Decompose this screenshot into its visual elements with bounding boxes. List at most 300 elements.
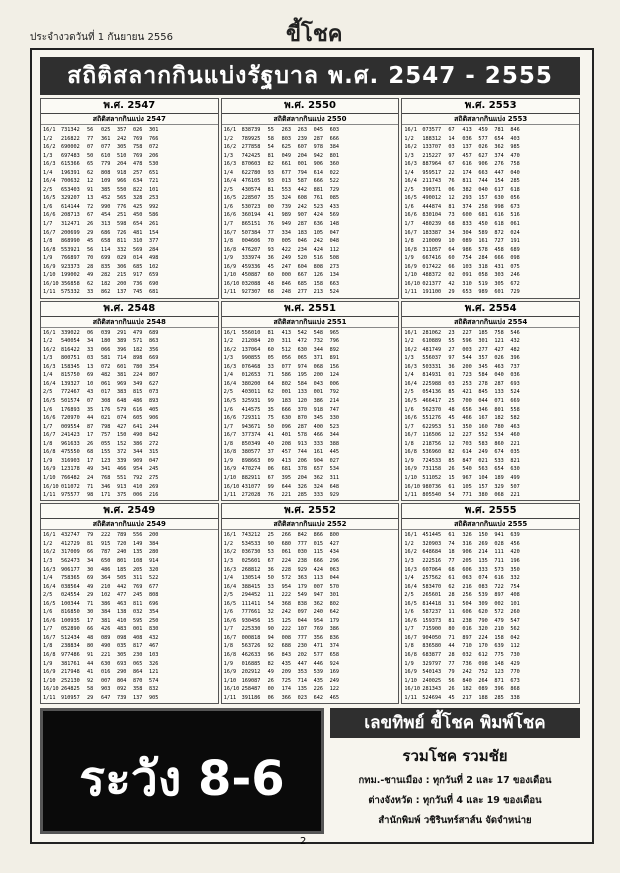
three-digit: 383 <box>117 389 127 396</box>
two-digit: 92 <box>87 677 94 684</box>
two-digit: 29 <box>448 289 455 296</box>
two-digit: 50 <box>267 423 274 430</box>
three-digit: 720 <box>117 540 127 547</box>
three-digit: 029 <box>117 255 127 262</box>
result-row <box>224 702 397 704</box>
draw-date: 16/4 <box>223 178 237 185</box>
first-prize: 258487 <box>241 686 261 693</box>
two-digit: 26 <box>87 221 94 228</box>
first-prize: 225330 <box>241 626 261 633</box>
three-digit: 779 <box>101 161 111 168</box>
result-row <box>224 135 397 144</box>
two-digit: 81 <box>267 329 274 336</box>
result-row <box>43 297 216 299</box>
draw-date: 2/5 <box>223 592 234 599</box>
three-digit: 098 <box>510 255 520 262</box>
draw-date: 16/2 <box>404 549 417 556</box>
draw-date: 16/10 <box>223 483 240 490</box>
draw-date: 1/7 <box>43 626 53 633</box>
three-digit: 737 <box>510 363 520 370</box>
three-digit: 003 <box>462 346 472 353</box>
result-row <box>404 608 577 617</box>
draw-results-list <box>41 328 218 502</box>
three-digit: 871 <box>494 677 504 684</box>
first-prize: 683877 <box>422 651 442 658</box>
two-digit: 26 <box>267 677 274 684</box>
two-digit: 71 <box>448 634 455 641</box>
three-digit: 249 <box>281 255 292 262</box>
three-digit: 472 <box>297 338 308 345</box>
three-digit: 158 <box>313 280 324 287</box>
three-digit: 577 <box>313 651 324 658</box>
result-row <box>404 548 577 557</box>
three-digit: 171 <box>101 492 111 499</box>
three-digit <box>117 702 133 704</box>
three-digit: 133 <box>297 389 308 396</box>
year-heading: พ.ศ. 2550 <box>222 99 399 114</box>
first-prize: 011072 <box>61 483 80 490</box>
three-digit: 463 <box>510 423 520 430</box>
three-digit: 036 <box>462 135 472 142</box>
two-digit: 81 <box>448 617 455 624</box>
result-row <box>43 329 216 338</box>
three-digit <box>149 297 165 299</box>
first-prize: 333974 <box>241 255 261 262</box>
result-row <box>43 685 216 694</box>
draw-date: 1/11 <box>404 492 417 499</box>
two-digit: 33 <box>87 346 94 353</box>
result-row <box>43 337 216 346</box>
three-digit: 200 <box>117 280 127 287</box>
three-digit: 721 <box>149 178 159 185</box>
three-digit: 422 <box>281 246 292 253</box>
result-row <box>43 702 216 704</box>
three-digit: 098 <box>117 634 127 641</box>
year-subtitle: สถิติสลากกินแบ่ง 2554 <box>402 317 579 328</box>
two-digit: 81 <box>87 540 94 547</box>
draw-date: 16/1 <box>43 532 56 539</box>
draw-date: 16/2 <box>223 346 237 353</box>
year-panel <box>40 98 219 299</box>
three-digit <box>462 297 478 299</box>
result-row <box>43 371 216 380</box>
three-digit: 328 <box>133 195 143 202</box>
three-digit: 435 <box>313 677 324 684</box>
three-digit: 310 <box>462 280 472 287</box>
first-prize: 475550 <box>61 449 80 456</box>
result-row <box>43 440 216 449</box>
three-digit: 523 <box>313 203 324 210</box>
three-digit: 309 <box>478 600 488 607</box>
first-prize: 882911 <box>241 474 261 481</box>
three-digit: 540 <box>462 466 472 473</box>
three-digit: 838 <box>297 600 308 607</box>
three-digit: 802 <box>281 380 292 387</box>
draw-date: 16/3 <box>43 363 56 370</box>
first-prize: 789925 <box>241 135 261 142</box>
result-row <box>43 346 216 355</box>
two-digit: 62 <box>448 583 455 590</box>
result-row <box>224 237 397 246</box>
first-prize: 329207 <box>61 195 80 202</box>
result-row <box>224 574 397 583</box>
draw-date: 2/5 <box>43 389 53 396</box>
three-digit: 605 <box>133 415 143 422</box>
three-digit: 213 <box>313 289 324 296</box>
result-row <box>43 229 216 238</box>
three-digit: 111 <box>494 549 504 556</box>
three-digit: 221 <box>510 492 520 499</box>
three-digit: 001 <box>281 389 292 396</box>
three-digit: 304 <box>462 229 472 236</box>
three-digit: 071 <box>494 398 504 405</box>
two-digit: 01 <box>448 372 455 379</box>
draw-date: 1/10 <box>43 474 56 481</box>
three-digit: 047 <box>329 229 340 236</box>
draw-date <box>224 297 242 299</box>
three-digit: 914 <box>149 557 159 564</box>
three-digit: 577 <box>478 135 488 142</box>
three-digit: 811 <box>117 238 127 245</box>
result-row <box>404 677 577 686</box>
first-prize: 038564 <box>61 583 80 590</box>
three-digit: 238 <box>297 557 308 564</box>
three-digit: 768 <box>101 474 111 481</box>
result-row <box>224 500 397 502</box>
draw-date: 16/4 <box>43 178 56 185</box>
two-digit: 77 <box>87 135 94 142</box>
three-digit: 673 <box>510 677 520 684</box>
three-digit: 138 <box>117 609 127 616</box>
three-digit: 413 <box>281 329 292 336</box>
three-digit: 008 <box>281 634 292 641</box>
two-digit: 54 <box>448 492 455 499</box>
three-digit: 305 <box>494 280 504 287</box>
three-digit: 722 <box>494 583 504 590</box>
three-digit: 374 <box>494 152 504 159</box>
two-digit: 64 <box>448 246 455 253</box>
two-digit: 22 <box>448 169 455 176</box>
first-prize: 690002 <box>61 144 80 151</box>
three-digit: 318 <box>478 263 488 270</box>
result-row <box>404 440 577 449</box>
three-digit: 200 <box>462 363 472 370</box>
three-digit: 471 <box>313 643 324 650</box>
three-digit: 739 <box>281 203 292 210</box>
two-digit: 94 <box>267 634 274 641</box>
three-digit <box>330 500 346 502</box>
draw-date: 16/8 <box>404 449 417 456</box>
three-digit: 769 <box>133 583 143 590</box>
draw-date: 1/4 <box>43 169 53 176</box>
draw-results-list <box>222 125 399 299</box>
three-digit: 410 <box>117 617 127 624</box>
first-prize: 540054 <box>61 338 80 345</box>
three-digit: 240 <box>117 549 127 556</box>
three-digit: 301 <box>149 127 159 133</box>
draw-date: 16/9 <box>404 466 417 473</box>
first-prize <box>422 297 448 299</box>
warning-box <box>40 708 324 834</box>
three-digit: 745 <box>133 289 143 296</box>
year-heading: พ.ศ. 2551 <box>222 302 399 317</box>
year-heading: พ.ศ. 2548 <box>41 302 218 317</box>
three-digit: 465 <box>329 694 340 701</box>
three-digit: 579 <box>117 406 127 413</box>
three-digit: 183 <box>281 398 292 405</box>
three-digit: 244 <box>149 423 159 430</box>
first-prize: 054136 <box>422 389 442 396</box>
two-digit: 30 <box>87 609 94 616</box>
three-digit: 380 <box>478 492 488 499</box>
three-digit: 290 <box>117 669 127 676</box>
draw-date: 16/1 <box>43 127 56 133</box>
draw-results-list <box>222 328 399 502</box>
three-digit: 604 <box>297 263 308 270</box>
three-digit: 616 <box>494 575 504 582</box>
three-digit: 442 <box>117 583 127 590</box>
lottery-stats-grid <box>40 98 580 704</box>
draw-date: 16/7 <box>43 229 56 236</box>
three-digit: 042 <box>510 634 520 641</box>
three-digit: 055 <box>101 440 111 447</box>
first-prize: 210009 <box>422 238 442 245</box>
three-digit: 714 <box>297 677 308 684</box>
result-row <box>224 229 397 238</box>
draw-date: 16/5 <box>43 398 56 405</box>
three-digit: 663 <box>329 280 340 287</box>
draw-date: 1/7 <box>43 423 53 430</box>
draw-date: 1/11 <box>404 289 417 296</box>
result-row <box>43 625 216 634</box>
result-row <box>404 194 577 203</box>
first-prize: 898663 <box>241 457 261 464</box>
two-digit: 07 <box>87 144 94 151</box>
two-digit: 03 <box>448 380 455 387</box>
first-prize: 380200 <box>241 380 261 387</box>
three-digit: 811 <box>462 178 472 185</box>
three-digit: 345 <box>478 363 488 370</box>
draw-date: 1/11 <box>404 694 417 701</box>
three-digit: 842 <box>297 532 308 539</box>
first-prize: 217948 <box>61 669 80 676</box>
three-digit: 893 <box>149 398 159 405</box>
first-prize: 021377 <box>422 280 442 287</box>
two-digit: 44 <box>448 643 455 650</box>
three-digit: 021 <box>101 415 111 422</box>
result-row <box>43 540 216 549</box>
three-digit: 941 <box>494 532 504 539</box>
first-prize: 906177 <box>61 566 80 573</box>
first-prize: 534533 <box>241 540 261 547</box>
three-digit: 350 <box>510 566 520 573</box>
draw-date: 1/11 <box>223 694 237 701</box>
three-digit <box>494 702 510 704</box>
three-digit: 338 <box>510 694 520 701</box>
three-digit: 860 <box>494 440 504 447</box>
result-row <box>404 491 577 500</box>
three-digit: 466 <box>313 432 324 439</box>
first-prize: 772467 <box>61 389 80 396</box>
three-digit: 870 <box>297 415 308 422</box>
three-digit: 214 <box>478 549 488 556</box>
first-prize: 032088 <box>241 280 261 287</box>
three-digit: 285 <box>494 694 504 701</box>
two-digit: 68 <box>87 449 94 456</box>
three-digit: 046 <box>297 238 308 245</box>
three-digit: 167 <box>478 415 488 422</box>
draw-date <box>404 297 422 299</box>
first-prize: 814931 <box>422 372 442 379</box>
first-prize: 277858 <box>241 144 261 151</box>
three-digit: 353 <box>297 669 308 676</box>
three-digit: 224 <box>133 372 143 379</box>
three-digit: 601 <box>117 363 127 370</box>
two-digit: 49 <box>87 272 94 279</box>
draw-date: 16/2 <box>404 144 417 151</box>
three-digit: 389 <box>117 338 127 345</box>
three-digit: 596 <box>462 338 472 345</box>
three-digit: 906 <box>149 415 159 422</box>
first-prize: 272028 <box>241 492 261 499</box>
three-digit: 556 <box>133 532 143 539</box>
draw-date: 1/6 <box>404 406 414 413</box>
first-prize: 462633 <box>241 651 261 658</box>
three-digit: 757 <box>101 432 111 439</box>
draw-date: 16/6 <box>43 617 56 624</box>
three-digit <box>282 702 298 704</box>
draw-date: 1/10 <box>223 677 237 684</box>
three-digit: 108 <box>133 557 143 564</box>
result-row <box>404 694 577 703</box>
three-digit: 523 <box>329 423 340 430</box>
first-prize: 360194 <box>241 212 261 219</box>
first-prize: 390371 <box>422 186 442 193</box>
draw-date: 1/9 <box>43 660 53 667</box>
three-digit: 639 <box>510 532 520 539</box>
three-digit: 868 <box>510 686 520 693</box>
three-digit: 470 <box>510 152 520 159</box>
two-digit <box>448 500 462 502</box>
three-digit: 666 <box>281 406 292 413</box>
first-prize: 268812 <box>241 566 261 573</box>
year-panel <box>221 503 400 704</box>
three-digit: 182 <box>494 415 504 422</box>
three-digit: 408 <box>510 592 520 599</box>
three-digit: 606 <box>462 609 472 616</box>
result-row <box>224 143 397 152</box>
three-digit: 068 <box>494 492 504 499</box>
first-prize: 431077 <box>241 483 261 490</box>
three-digit: 368 <box>281 600 292 607</box>
result-row <box>224 263 397 272</box>
year-subtitle: สถิติสลากกินแบ่ง 2550 <box>222 114 399 125</box>
two-digit: 66 <box>87 549 94 556</box>
three-digit: 293 <box>462 195 472 202</box>
two-digit: 07 <box>87 398 94 405</box>
result-row <box>43 608 216 617</box>
three-digit: 499 <box>510 474 520 481</box>
two-digit: 02 <box>448 272 455 279</box>
three-digit: 221 <box>510 440 520 447</box>
first-prize: 265601 <box>422 592 442 599</box>
draw-date: 1/9 <box>43 255 53 262</box>
result-row <box>43 237 216 246</box>
result-row <box>404 448 577 457</box>
result-row <box>43 483 216 492</box>
first-prize: 200699 <box>61 229 80 236</box>
three-digit: 183 <box>297 229 308 236</box>
three-digit: 200 <box>149 532 159 539</box>
three-digit: 563 <box>478 466 488 473</box>
three-digit: 002 <box>494 600 504 607</box>
three-digit: 043 <box>313 380 324 387</box>
result-row <box>224 406 397 415</box>
three-digit: 195 <box>297 372 308 379</box>
three-digit: 445 <box>329 449 340 456</box>
three-digit <box>494 297 510 299</box>
three-digit: 641 <box>133 423 143 430</box>
result-row <box>404 388 577 397</box>
three-digit: 384 <box>149 540 159 547</box>
three-digit: 089 <box>478 686 488 693</box>
three-digit: 349 <box>133 380 143 387</box>
three-digit: 205 <box>133 566 143 573</box>
three-digit: 154 <box>149 229 159 236</box>
three-digit: 242 <box>281 609 292 616</box>
result-row <box>404 531 577 540</box>
first-prize: 816850 <box>61 609 80 616</box>
three-digit: 432 <box>510 338 520 345</box>
three-digit: 103 <box>462 263 472 270</box>
draw-date: 16/8 <box>404 651 417 658</box>
three-digit: 075 <box>510 263 520 270</box>
three-digit: 505 <box>117 575 127 582</box>
first-prize: 311057 <box>422 246 442 253</box>
three-digit: 905 <box>149 694 159 701</box>
two-digit: 98 <box>87 492 94 499</box>
draw-date: 16/10 <box>43 483 59 490</box>
two-digit: 68 <box>267 289 274 296</box>
three-digit: 766 <box>149 135 159 142</box>
ad-publisher: สำนักพิมพ์ วชิรินทร์สาส์น จัดจำหน่าย <box>378 815 532 826</box>
two-digit: 64 <box>267 380 274 387</box>
three-digit: 569 <box>133 246 143 253</box>
two-digit: 62 <box>87 280 94 287</box>
draw-date: 1/4 <box>404 575 414 582</box>
three-digit: 021 <box>478 457 488 464</box>
result-row <box>43 617 216 626</box>
two-digit: 50 <box>267 575 274 582</box>
first-prize: 975577 <box>61 492 80 499</box>
three-digit: 904 <box>313 457 324 464</box>
three-digit: 174 <box>462 169 472 176</box>
three-digit: 833 <box>462 221 472 228</box>
draw-date: 16/6 <box>404 617 417 624</box>
two-digit: 91 <box>87 186 94 193</box>
result-row <box>404 169 577 178</box>
result-row <box>404 600 577 609</box>
three-digit: 123 <box>494 669 504 676</box>
two-digit: 61 <box>448 483 455 490</box>
three-digit: 582 <box>510 415 520 422</box>
three-digit: 654 <box>494 466 504 473</box>
three-digit: 918 <box>313 406 324 413</box>
three-digit: 277 <box>297 289 308 296</box>
draw-date: 16/4 <box>223 380 237 387</box>
three-digit: 998 <box>494 203 504 210</box>
draw-date: 1/3 <box>404 355 414 362</box>
